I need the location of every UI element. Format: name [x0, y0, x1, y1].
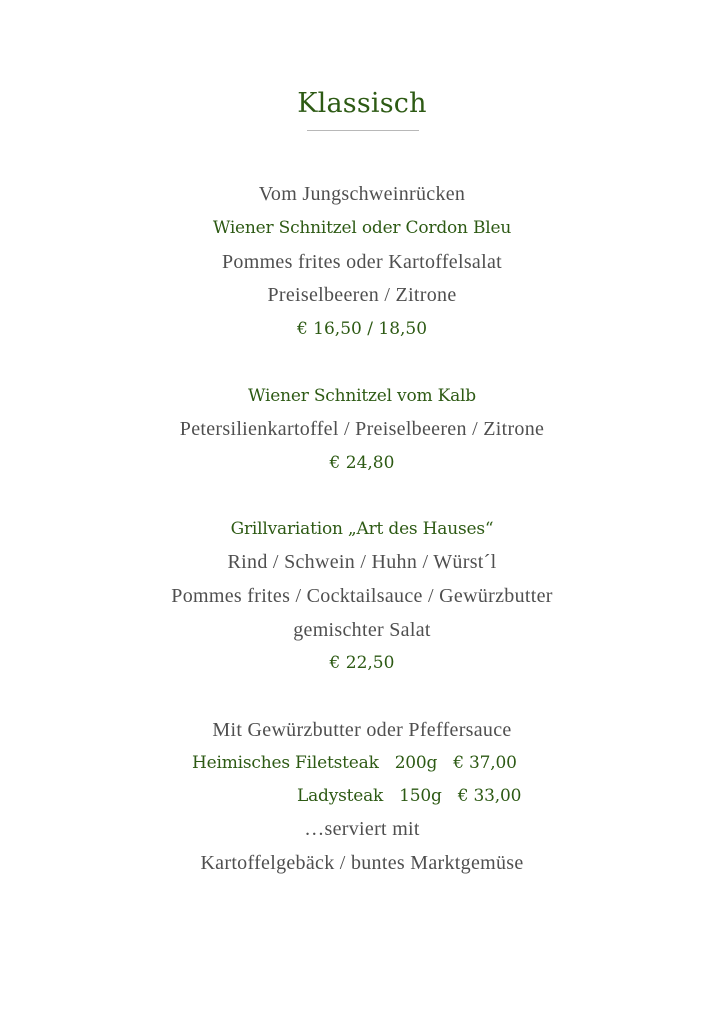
steak-row-lady	[297, 786, 521, 806]
section4-served: …serviert mit	[304, 818, 420, 840]
section1-price: € 16,50 / 18,50	[296, 319, 428, 339]
section4-sides: Kartoffelgebäck / buntes Marktgemüse	[200, 852, 524, 874]
steak-name: Heimisches Filetsteak	[192, 753, 379, 773]
steak-price: € 37,00	[453, 753, 517, 773]
section1-side-1: Pommes frites oder Kartoffelsalat	[221, 251, 502, 273]
steak-weight: 150g	[399, 786, 442, 806]
page-title: Klassisch	[297, 88, 427, 119]
steak-row-filet	[192, 753, 517, 773]
section3-price: € 22,50	[329, 653, 395, 673]
section1-dish: Wiener Schnitzel oder Cordon Bleu	[212, 218, 512, 238]
section3-dish: Grillvariation „Art des Hauses“	[230, 519, 494, 539]
section1-intro: Vom Jungschweinrücken	[258, 183, 466, 205]
section4-intro: Mit Gewürzbutter oder Pfeffersauce	[212, 719, 512, 741]
steak-name: Ladysteak	[297, 786, 384, 806]
section2-dish: Wiener Schnitzel vom Kalb	[248, 386, 476, 406]
section2-side-1: Petersilienkartoffel / Preiselbeeren / Zitrone	[179, 418, 545, 440]
section2-price: € 24,80	[329, 453, 395, 473]
section3-side-2: Pommes frites / Cocktailsauce / Gewürzbutter	[171, 585, 553, 607]
section1-side-2: Preiselbeeren / Zitrone	[267, 284, 457, 306]
section3-side-1: Rind / Schwein / Huhn / Würst´l	[227, 551, 497, 573]
title-underline	[307, 130, 419, 131]
steak-price: € 33,00	[457, 786, 522, 806]
section3-side-3: gemischter Salat	[293, 619, 431, 641]
steak-weight: 200g	[394, 753, 438, 773]
